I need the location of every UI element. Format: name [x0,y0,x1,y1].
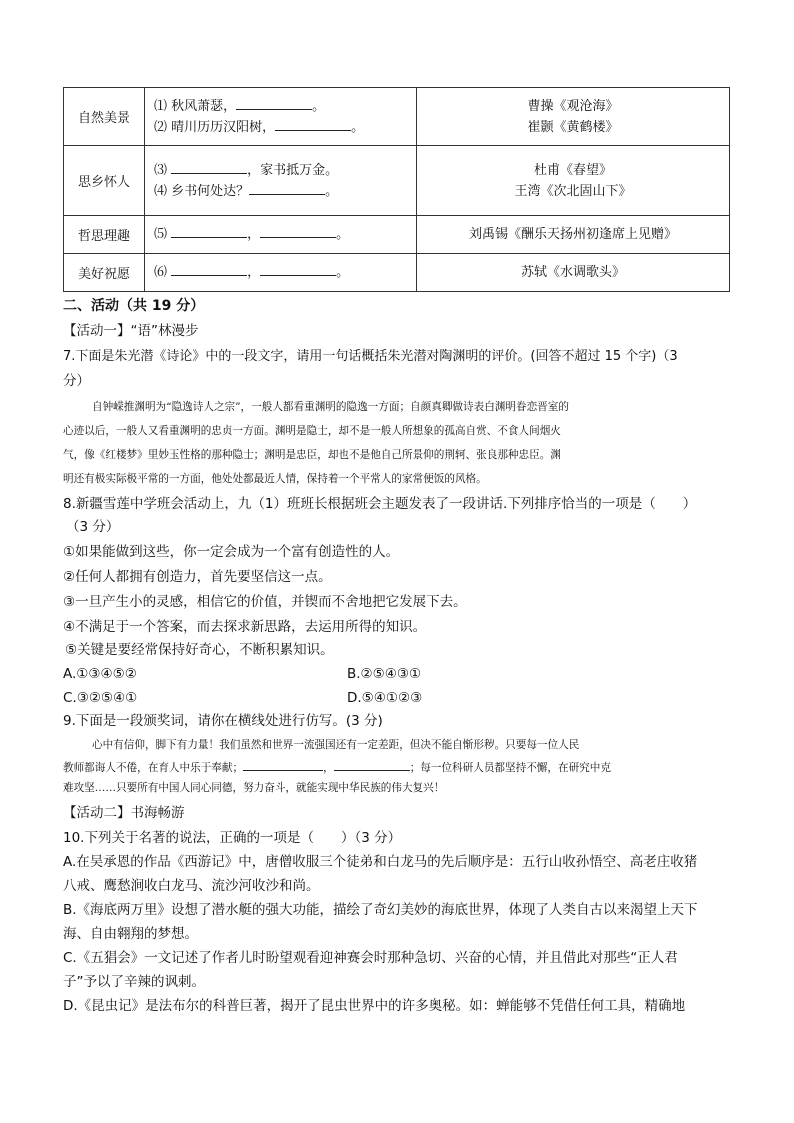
option-a[interactable]: A.①③④⑤② [63,666,137,682]
answer-blank[interactable] [171,161,247,174]
author-text: 崔颢《黄鹤楼》 [527,119,619,135]
passage-line: 自钟嵘推渊明为“隐逸诗人之宗”，一般人都看重渊明的隐逸一方面；自颜真卿做诗表白渊明眷恋晋室的 [92,401,569,413]
answer-blank[interactable] [275,118,351,131]
author-cell [417,254,730,292]
line-text: 。 [325,183,339,199]
line-text: 。 [336,227,350,242]
option-a[interactable]: A.在吴承恩的作品《西游记》中，唐僧收服三个徒弟和白龙马的先后顺序是：五行山收孙悟空、高老庄收猪 [63,854,698,870]
passage-text: ， [323,762,334,774]
option-d[interactable]: D.《昆虫记》是法布尔的科普巨著，揭开了昆虫世界中的许多奥秘。如：蝉能够不凭借任何工具，精确地 [63,998,686,1014]
author-text: 苏轼《水调歌头》 [520,265,625,280]
table-row [64,88,730,146]
line-text: ， [247,265,261,280]
line-text: ⑷ 乡书何处达？ [154,183,250,199]
option-b-cont: 海、自由翱翔的梦想。 [63,926,198,942]
table-row [64,216,730,254]
line-text: ， [247,227,261,242]
passage-text: 教师都诲人不倦，在育人中乐于奉献； [63,762,244,774]
passage-line: 难攻坚……只要所有中国人同心同德，努力奋斗，就能实现中华民族的伟大复兴！ [63,782,445,794]
question-10: 10.下列关于名著的说法，正确的一项是（ ）（3 分） [63,830,402,846]
option-c[interactable]: C.③②⑤④① [63,690,138,706]
category-cell: 美好祝愿 [64,254,145,292]
option-d[interactable]: D.⑤④①②③ [347,690,423,706]
line-text: ⑴ 秋风萧瑟， [154,98,237,114]
lines-cell [145,254,417,292]
question-9: 9.下面是一段颁奖词，请你在横线处进行仿写。(3 分) [63,713,383,729]
list-item: ①如果能做到这些，你一定会成为一个富有创造性的人。 [63,544,400,560]
category-cell: 自然美景 [64,88,145,146]
list-item: ②任何人都拥有创造力，首先要坚信这一点。 [63,569,332,585]
option-b[interactable]: B.《海底两万里》设想了潜水艇的强大功能，描绘了奇幻美妙的海底世界，体现了人类自古以来渴望上天下 [63,902,698,918]
question-8-cont: （3 分） [66,519,120,535]
option-c[interactable]: C.《五猖会》一文记述了作者儿时盼望观看迎神赛会时那种急切、兴奋的心情，并且借此对那些“正人君 [63,950,678,966]
lines-cell [145,216,417,254]
passage-line: 心迹以后，一般人又看重渊明的忠贞一方面。渊明是隐士，却不是一般人所想象的孤高自赏、不食人间烟火 [63,425,561,437]
passage-text: ；每一位科研人员都坚持不懈，在研究中克 [409,762,611,774]
list-item: ⑤关键是要经常保持好奇心，不断积累知识。 [65,642,334,658]
table-row [64,146,730,216]
line-text: ⑶ [154,162,172,178]
lines-cell [145,146,417,216]
category-cell: 哲思理趣 [64,216,145,254]
poem-table [63,87,730,292]
line-text: ⑹ [154,265,172,280]
list-item: ④不满足于一个答案，而去探求新思路，去运用所得的知识。 [63,619,427,635]
lines-cell [145,88,417,146]
passage-line: 心中有信仰，脚下有力量！我们虽然和世界一流强国还有一定差距，但决不能自惭形秽。只要每一位人民 [92,739,580,751]
passage-line: 明还有极实际极平常的一方面，他处处都最近人情，保持着一个平常人的家常便饭的风格。 [63,473,487,485]
author-text: 曹操《观沧海》 [527,98,619,114]
line-text: 。 [351,119,365,135]
line-text: ，家书抵万金。 [247,162,339,178]
author-text: 刘禹锡《酬乐天扬州初逢席上见赠》 [468,227,677,242]
answer-blank[interactable] [260,263,336,276]
passage-line: 气，像《红楼梦》里妙玉性格的那种隐士；渊明是忠臣，却也不是他自己所景仰的荆轲、张良那种忠臣。渊 [63,449,561,461]
answer-blank[interactable] [236,97,312,110]
question-7: 7.下面是朱光潜《诗论》中的一段文字，请用一句话概括朱光潜对陶渊明的评价。(回答不超过 15 个字)（3 [63,349,678,364]
activity-heading: 【活动一】“语”林漫步 [63,323,199,339]
answer-blank[interactable] [249,182,325,195]
answer-blank[interactable] [260,225,336,238]
category-cell: 思乡怀人 [64,146,145,216]
option-b[interactable]: B.②⑤④③① [347,666,422,682]
author-cell [417,146,730,216]
activity-heading: 【活动二】书海畅游 [63,805,185,821]
author-text: 杜甫《春望》 [533,162,612,178]
line-text: 。 [336,265,350,280]
passage-line [63,759,611,775]
line-text: ⑵ 晴川历历汉阳树， [154,119,276,135]
answer-blank[interactable] [334,759,410,771]
section-heading: 二、活动（共 19 分） [63,298,205,314]
answer-blank[interactable] [243,759,323,771]
answer-blank[interactable] [171,263,247,276]
author-text: 王湾《次北固山下》 [514,183,632,199]
author-cell [417,88,730,146]
line-text: ⑸ [154,227,172,242]
line-text: 。 [312,98,326,114]
question-7-cont: 分） [63,373,90,389]
answer-blank[interactable] [171,225,247,238]
question-8: 8.新疆雪莲中学班会活动上，九（1）班班长根据班会主题发表了一段讲话.下列排序恰当的一项是（ ） [63,496,697,512]
option-c-cont: 子”予以了辛辣的讽刺。 [63,974,205,990]
table-row [64,254,730,292]
option-a-cont: 八戒、鹰愁涧收白龙马、流沙河收沙和尚。 [63,878,320,894]
author-cell [417,216,730,254]
list-item: ③一旦产生小的灵感，相信它的价值，并锲而不舍地把它发展下去。 [63,594,467,610]
